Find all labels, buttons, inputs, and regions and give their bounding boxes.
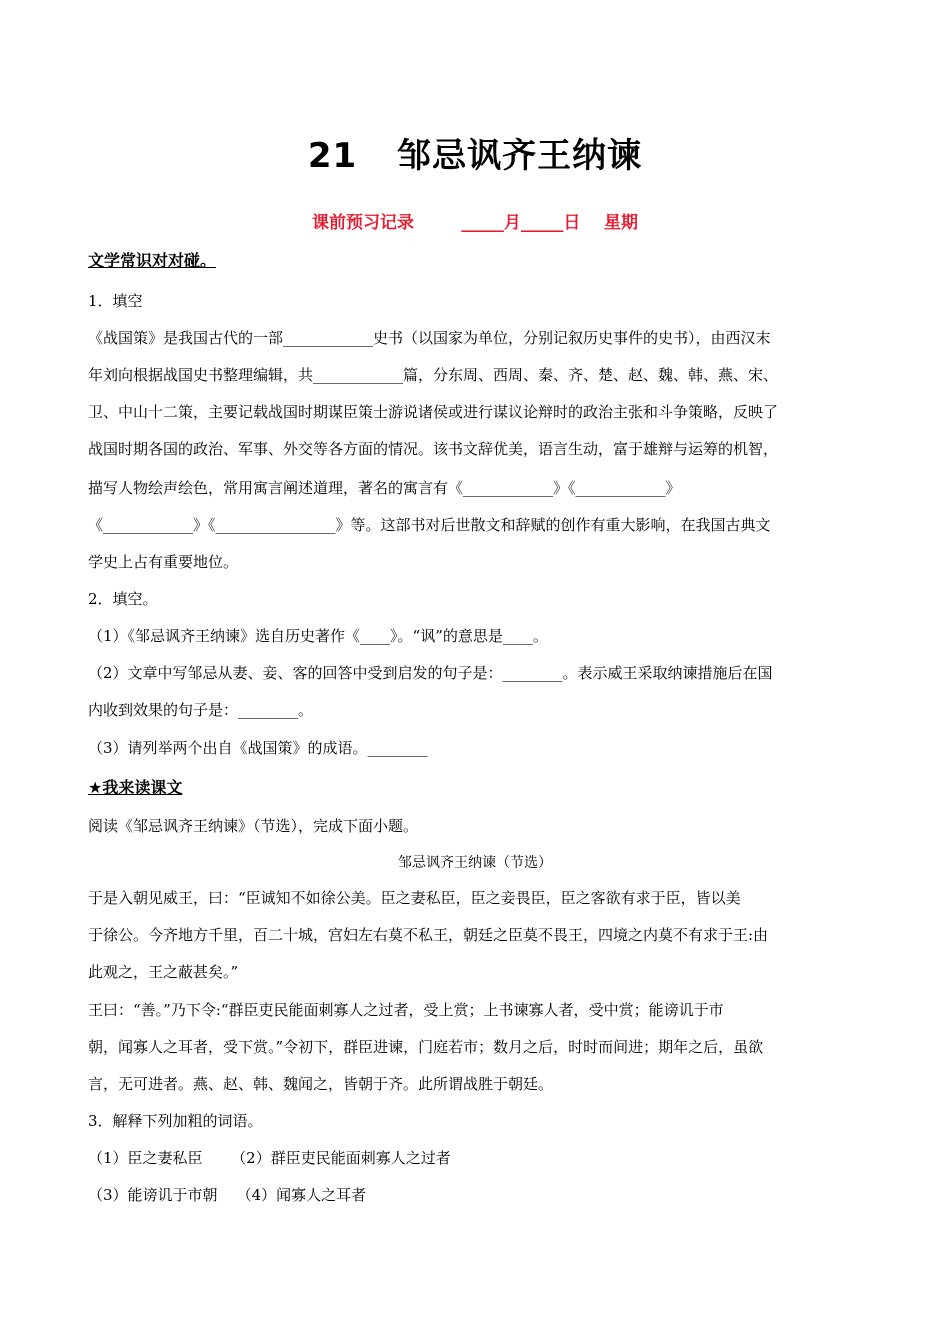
question-3-items: （1）臣之妻私臣 （2）群臣吏民能面刺寡人之过者 xyxy=(88,1149,451,1167)
reading-intro: 阅读《邹忌讽齐王纳谏》（节选），完成下面小题。 xyxy=(88,817,419,835)
passage-title: 邹忌讽齐王纳谏（节选） xyxy=(398,855,552,871)
question-2-item: （2）文章中写邹忌从妻、妾、客的回答中受到启发的句子是：________。表示威王采取纳谏措施后在国 xyxy=(88,664,773,682)
preview-record-line: 课前预习记录 _____月_____日 星期 xyxy=(311,213,639,233)
passage-line: 于徐公。今齐地方千里，百二十城，宫妇左右莫不私王，朝廷之臣莫不畏王，四境之内莫不有求于王:由 xyxy=(88,926,769,944)
passage-line: 言，无可进者。燕、赵、韩、魏闻之，皆朝于齐。此所谓战胜于朝廷。 xyxy=(88,1075,554,1093)
question-2-item: 内收到效果的句子是：________。 xyxy=(88,701,314,719)
question-1-line: 《____________》《________________》等。这部书对后世散文和辞赋的创作有重大影响，在我国古典文 xyxy=(88,516,771,534)
passage-line: 朝，闻寡人之耳者，受下赏。”令初下，群臣进谏，门庭若市；数月之后，时时而间进；期年之后，虽欲 xyxy=(88,1038,764,1056)
passage-line: 于是入朝见威王，曰：“臣诚知不如徐公美。臣之妻私臣，臣之妾畏臣，臣之客欲有求于臣，皆以美 xyxy=(88,889,741,907)
passage-line: 此观之，王之蔽甚矣。” xyxy=(88,963,239,981)
question-2-label: 2．填空。 xyxy=(88,590,158,608)
question-1-line: 学史上占有重要地位。 xyxy=(88,553,239,571)
section-heading-literary: 文学常识对对碰。 xyxy=(88,251,217,270)
page-title xyxy=(0,128,950,177)
passage-line: 王曰：“善。”乃下令:“群臣吏民能面刺寡人之过者，受上赏；上书谏寡人者，受中赏；能谤讥于市 xyxy=(88,1001,724,1019)
section-heading-reading: ★我来读课文 xyxy=(88,778,183,797)
question-3-items: （3）能谤讥于市朝 （4）闻寡人之耳者 xyxy=(88,1186,367,1204)
question-3-label: 3．解释下列加粗的词语。 xyxy=(88,1112,263,1130)
question-1-line: 卫、中山十二策，主要记载战国时期谋臣策士游说诸侯或进行谋议论辩时的政治主张和斗争策略，反映了 xyxy=(88,403,779,421)
question-2-item: （3）请列举两个出自《战国策》的成语。________ xyxy=(88,739,428,757)
question-1-line: 年刘向根据战国史书整理编辑，共____________篇，分东周、西周、秦、齐、楚、赵、魏、韩、燕、宋、 xyxy=(88,366,779,384)
question-1-line: 描写人物绘声绘色，常用寓言阐述道理，著名的寓言有《____________》《____________》 xyxy=(88,479,681,497)
lesson-number: 21 xyxy=(307,136,358,176)
question-1-label: 1．填空 xyxy=(88,292,143,310)
question-2-item: （1）《邹忌讽齐王纳谏》选自历史著作《____》。“讽”的意思是____。 xyxy=(88,627,548,645)
question-1-line: 《战国策》是我国古代的一部____________史书（以国家为单位，分别记叙历史事件的史书），由西汉末 xyxy=(88,329,771,347)
lesson-title: 邹忌讽齐王纳谏 xyxy=(397,136,643,176)
question-1-line: 战国时期各国的政治、军事、外交等各方面的情况。该书文辞优美，语言生动，富于雄辩与运筹的机智， xyxy=(88,440,779,458)
